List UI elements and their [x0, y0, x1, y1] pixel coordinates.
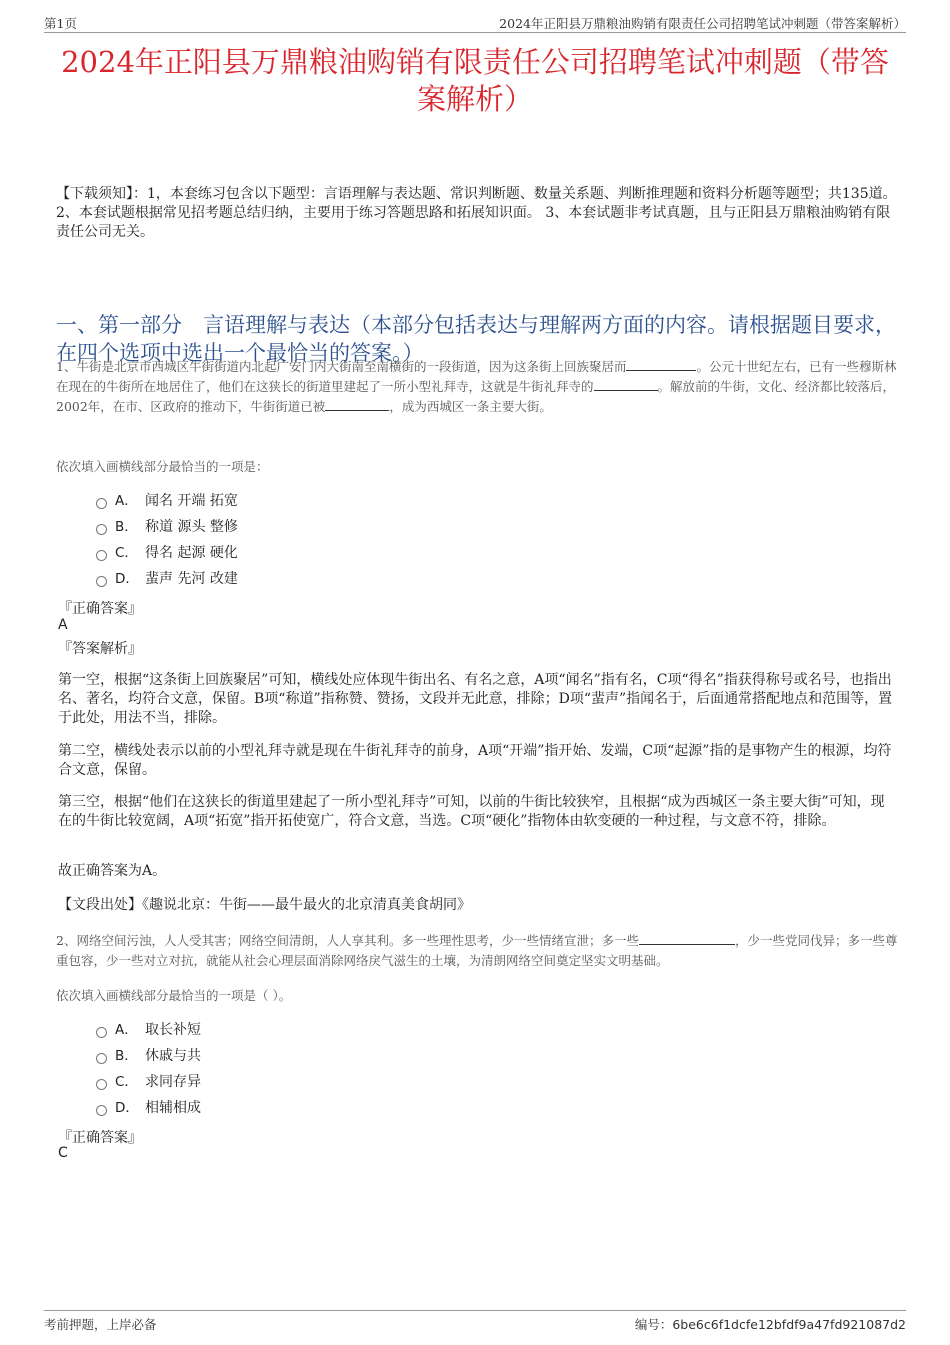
answer-blank — [594, 378, 658, 391]
radio-icon[interactable] — [96, 524, 107, 535]
answer-blank — [639, 932, 735, 945]
question-1-option-b[interactable]: B． 称道 源头 整修 — [96, 517, 238, 537]
radio-icon[interactable] — [96, 550, 107, 561]
correct-answer: C — [58, 1145, 68, 1161]
question-1-option-c[interactable]: C． 得名 起源 硬化 — [96, 543, 238, 563]
page-number: 第1页 — [44, 16, 77, 31]
page-header — [44, 10, 906, 33]
radio-icon[interactable] — [96, 576, 107, 587]
question-2-stem: 2、网络空间污浊，人人受其害；网络空间清朗，人人享其利。多一些理性思考，少一些情绪宣泄；多一些 ，少一些党同伐异；多一些尊重包容，少一些对立对抗，就能从社会心理层面消除网络戾气滋生的土壤，为清朗网络空间奠定坚实文明基础。 — [56, 933, 898, 968]
page-title: 2024年正阳县万鼎粮油购销有限责任公司招聘笔试冲刺题（带答案解析） — [61, 45, 889, 116]
question-2-option-b[interactable]: B． 休戚与共 — [96, 1046, 201, 1066]
correct-answer: A — [58, 617, 68, 633]
radio-icon[interactable] — [96, 1105, 107, 1116]
analysis-conclusion: 故正确答案为A。 — [58, 863, 167, 879]
answer-blank — [626, 358, 696, 371]
question-1-prompt: 依次填入画横线部分最恰当的一项是： — [56, 459, 269, 474]
correct-answer-label: 『正确答案』 — [58, 601, 142, 617]
footer-slogan: 考前押题，上岸必备 — [44, 1317, 157, 1332]
question-2-prompt: 依次填入画横线部分最恰当的一项是（ ）。 — [56, 988, 292, 1003]
question-1-option-a[interactable]: A． 闻名 开端 拓宽 — [96, 491, 238, 511]
source-citation: 【文段出处】《趣说北京：牛街——最牛最火的北京清真美食胡同》 — [58, 897, 471, 913]
question-1-stem: 1、牛街是北京市西城区牛街街道内北起广安门内大街南至南横街的一段街道，因为这条街上回族聚居而 。公元十世纪左右，已有一些穆斯林在现在的牛街所在地居住了，他们在这狭长的街道里建起了一所小型礼拜寺，这就是牛街礼拜寺的 。解放前的牛街，文化、经济都比较落后，2002年，在市、区政府的推动下，牛街街道已被 ，成为西城区一条主要大街。 — [56, 359, 897, 414]
section-heading: 一、第一部分 言语理解与表达（本部分包括表达与理解两方面的内容。请根据题目要求，在四个选项中选出一个最恰当的答案。） — [56, 313, 896, 365]
radio-icon[interactable] — [96, 1027, 107, 1038]
question-2-option-c[interactable]: C． 求同存异 — [96, 1072, 201, 1092]
page-footer — [44, 1310, 906, 1335]
analysis-paragraph-3: 第三空，根据“他们在这狭长的街道里建起了一所小型礼拜寺”可知，以前的牛街比较狭窄，且根据“成为西城区一条主要大街”可知，现在的牛街比较宽阔，A项“拓宽”指开拓使宽广，符合文意，当选。C项“硬化”指物体由软变硬的一种过程，与文意不符，排除。 — [58, 794, 885, 829]
question-2-option-a[interactable]: A． 取长补短 — [96, 1020, 201, 1040]
answer-blank — [325, 398, 389, 411]
document-code: 编号：6be6c6f1dcfe12bfdf9a47fd921087d2 — [634, 1317, 906, 1332]
correct-answer-label: 『正确答案』 — [58, 1130, 142, 1146]
radio-icon[interactable] — [96, 1053, 107, 1064]
radio-icon[interactable] — [96, 1079, 107, 1090]
radio-icon[interactable] — [96, 498, 107, 509]
analysis-paragraph-1: 第一空，根据“这条街上回族聚居”可知，横线处应体现牛街出名、有名之意，A项“闻名”指有名，C项“得名”指获得称号或名号，也指出名、著名，均符合文意，保留。B项“称道”指称赞、赞扬，文段并无此意，排除；D项“蜚声”指闻名于，后面通常搭配地点和范围等，置于此处，用法不当，排除。 — [58, 672, 893, 726]
analysis-paragraph-2: 第二空，横线处表示以前的小型礼拜寺就是现在牛街礼拜寺的前身，A项“开端”指开始、发端，C项“起源”指的是事物产生的根源，均符合文意，保留。 — [58, 743, 892, 778]
download-notice: 【下载须知】：1，本套练习包含以下题型：言语理解与表达题、常识判断题、数量关系题、判断推理题和资料分析题等题型；共135道。 2、本套试题根据常见招考题总结归纳，主要用于练习答题思路和拓展知识面。 3、本套试题非考试真题，且与正阳县万鼎粮油购销有限责任公司无关。 — [56, 186, 897, 240]
header-doc-title: 2024年正阳县万鼎粮油购销有限责任公司招聘笔试冲刺题（带答案解析） — [499, 16, 906, 31]
analysis-label: 『答案解析』 — [58, 641, 142, 657]
question-2-option-d[interactable]: D． 相辅相成 — [96, 1098, 201, 1118]
question-1-option-d[interactable]: D． 蜚声 先河 改建 — [96, 569, 238, 589]
